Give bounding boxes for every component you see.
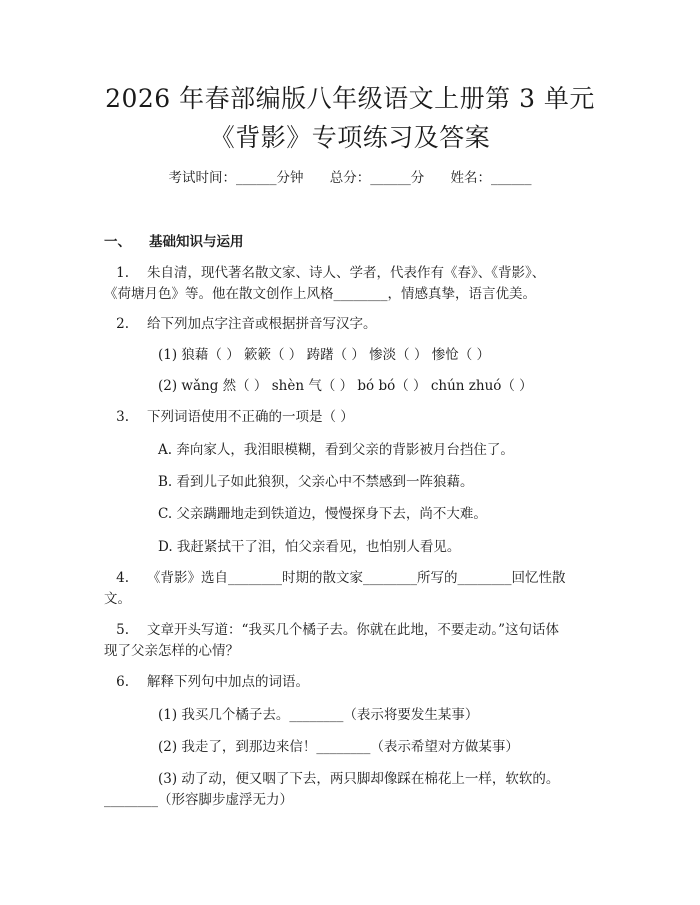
question-6-sub-3-continued xyxy=(104,790,600,811)
exam-info xyxy=(0,168,700,188)
question-4 xyxy=(104,568,600,589)
question-2 xyxy=(104,314,600,335)
question-text: 文。 xyxy=(104,591,131,607)
question-6-sub-2: (2) 我走了，到那边来信！________（表示希望对方做某事） xyxy=(158,739,519,755)
question-2-sub-2: (2) wǎng 然（ ） shèn 气（ ） bó bó（ ） chún zhuó（ ） xyxy=(158,378,533,394)
option-a: A. 奔向家人，我泪眼模糊，看到父亲的背影被月台挡住了。 xyxy=(158,442,514,458)
question-text: 现了父亲怎样的心情？ xyxy=(104,643,239,659)
question-1 xyxy=(104,263,600,284)
exam-time: 考试时间：______分钟 xyxy=(168,170,304,186)
question-text: 解释下列句中加点的词语。 xyxy=(147,674,309,690)
section-number: 一、 xyxy=(104,234,131,250)
section-heading xyxy=(104,230,244,250)
question-5-continued xyxy=(104,641,600,662)
title-line-2: 《背影》专项练习及答案 xyxy=(209,123,491,152)
option-c: C. 父亲蹒跚地走到铁道边，慢慢探身下去，尚不大难。 xyxy=(158,506,487,522)
question-number: 6. xyxy=(116,674,129,690)
question-number: 3. xyxy=(116,409,129,425)
question-6-sub-1: (1) 我买几个橘子去。________（表示将要发生某事） xyxy=(158,707,479,723)
question-number: 2. xyxy=(116,316,129,332)
question-number: 4. xyxy=(116,570,129,586)
exam-name: 姓名：______ xyxy=(450,170,532,186)
question-number: 5. xyxy=(116,622,129,638)
question-text: ________（形容脚步虚浮无力） xyxy=(104,792,293,808)
question-6-sub-3: (3) 动了动，便又咽了下去，两只脚却像踩在棉花上一样，软软的。 xyxy=(158,771,560,787)
question-text: 朱自清，现代著名散文家、诗人、学者，代表作有《春》、《背影》、 xyxy=(147,265,546,281)
question-6 xyxy=(104,672,600,693)
question-3 xyxy=(104,407,600,428)
exam-score: 总分：______分 xyxy=(329,170,425,186)
section-title: 基础知识与运用 xyxy=(149,234,244,250)
question-text: 文章开头写道：“我买几个橘子去。你就在此地，不要走动。”这句话体 xyxy=(147,622,560,638)
question-4-continued xyxy=(104,589,600,610)
question-5 xyxy=(104,620,600,641)
question-text: 《荷塘月色》等。他在散文创作上风格________，情感真挚，语言优美。 xyxy=(104,286,536,302)
question-number: 1. xyxy=(116,265,129,281)
question-text: 给下列加点字注音或根据拼音写汉字。 xyxy=(147,316,377,332)
question-2-sub-1: (1) 狼藉（ ） 簌簌（ ） 踌躇（ ） 惨淡（ ） 惨怆（ ） xyxy=(158,347,491,363)
question-1-continued xyxy=(104,284,600,305)
option-d: D. 我赶紧拭干了泪，怕父亲看见，也怕别人看见。 xyxy=(158,539,461,555)
question-text: 《背影》选自________时期的散文家________所写的________回忆性散 xyxy=(147,570,566,586)
option-b: B. 看到儿子如此狼狈，父亲心中不禁感到一阵狼藉。 xyxy=(158,474,474,490)
question-text: 下列词语使用不正确的一项是（ ） xyxy=(147,409,354,425)
title-line-1: 2026 年春部编版八年级语文上册第 3 单元 xyxy=(105,84,595,113)
